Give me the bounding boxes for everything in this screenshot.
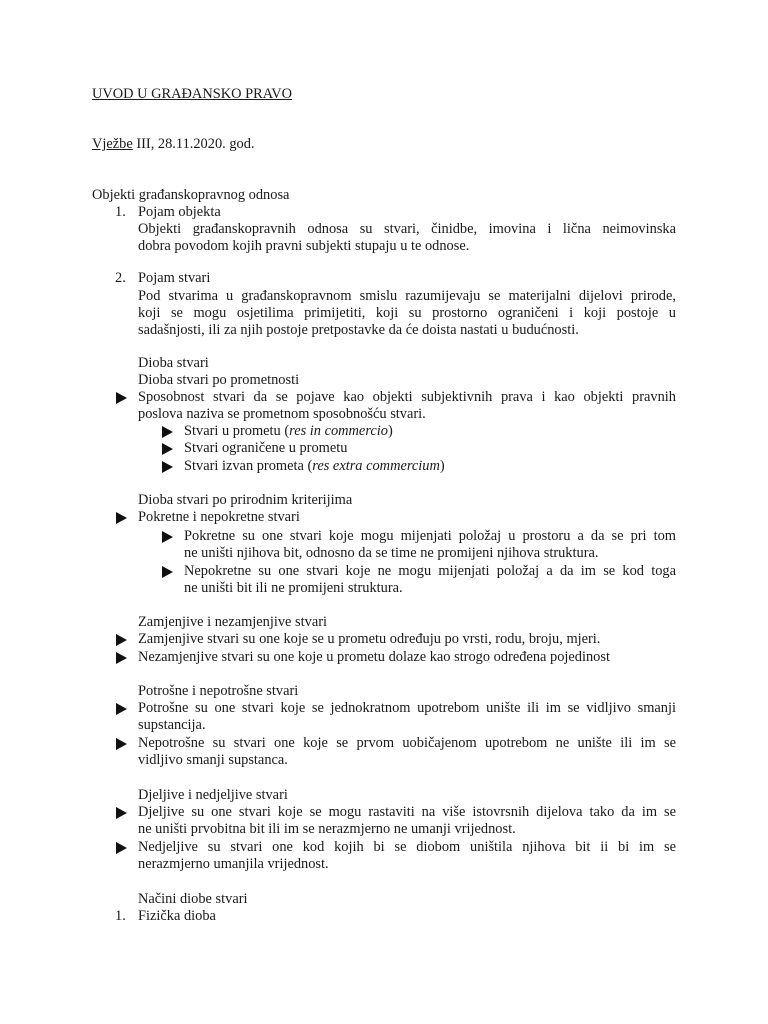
session-prefix: Vježbe xyxy=(92,136,133,152)
bullet-arrow-icon xyxy=(162,426,173,438)
list-number: 2. xyxy=(115,270,126,286)
paragraph-line: poslova naziva se prometnom sposobnošću stvari. xyxy=(138,406,426,422)
paragraph-line: Objekti građanskopravnih odnosa su stvari, činidbe, imovina i lična neimovinska xyxy=(138,221,676,237)
bullet-text: Pokretne i nepokretne stvari xyxy=(138,509,300,525)
bullet-arrow-icon xyxy=(116,738,127,750)
paragraph-line: ne uništi njihova bit, odnosno da se time ne promijeni njihova struktura. xyxy=(184,545,599,561)
paragraph-line: Nepotrošne su stvari one koje se prvom uobičajenom upotrebom ne unište ili im se xyxy=(138,735,676,751)
bullet-arrow-icon xyxy=(116,634,127,646)
item-title: Pojam objekta xyxy=(138,204,221,220)
paragraph-line: Djeljive su one stvari koje se mogu rastaviti na više istovrsnih dijelova tako da im se xyxy=(138,804,676,820)
bullet-arrow-icon xyxy=(162,566,173,578)
item-title: Pojam stvari xyxy=(138,270,211,286)
bullet-arrow-icon xyxy=(116,652,127,664)
paragraph-line: Sposobnost stvari da se pojave kao objekti subjektivnih prava i kao objekti pravnih xyxy=(138,389,676,405)
document-title: UVOD U GRAĐANSKO PRAVO xyxy=(92,86,293,102)
subheading: Dioba stvari po prirodnim kriterijima xyxy=(138,492,353,508)
session-rest: III, 28.11.2020. god. xyxy=(132,136,255,152)
subheading: Dioba stvari po prometnosti xyxy=(138,372,300,388)
paragraph-line: Potrošne su one stvari koje se jednokratnom upotrebom unište ili im se vidljivo smanji xyxy=(138,700,676,716)
bullet-arrow-icon xyxy=(116,392,127,404)
bullet-arrow-icon xyxy=(116,703,127,715)
subheading: Zamjenjive i nezamjenjive stvari xyxy=(138,614,328,630)
bullet-text: Nezamjenjive stvari su one koje u prometu dolaze kao strogo određena pojedinost xyxy=(138,649,610,665)
paragraph-line: Pod stvarima u građanskopravnom smislu razumijevaju se materijalni dijelovi prirode, xyxy=(138,288,676,304)
paragraph-line: dobra povodom kojih pravni subjekti stupaju u te odnose. xyxy=(138,238,470,254)
paragraph-line: koji se mogu osjetilima primijetiti, koji su prostorno ograničeni i koji postoje u xyxy=(138,305,676,321)
paragraph-line: supstancija. xyxy=(138,717,206,733)
sub-bullet-text: Stvari izvan prometa (res extra commercium) xyxy=(184,458,445,474)
paragraph-line: sadašnjosti, ili za njih postoje pretpostavke da će doista nastati u budućnosti. xyxy=(138,322,579,338)
subheading: Dioba stvari xyxy=(138,355,209,371)
subheading: Načini diobe stvari xyxy=(138,891,248,907)
sub-bullet-text: Stvari u prometu (res in commercio) xyxy=(184,423,393,439)
paragraph-line: ne uništi prvobitna bit ili im se nerazmjerno ne umanji vrijednost. xyxy=(138,821,516,837)
bullet-arrow-icon xyxy=(116,512,127,524)
paragraph-line: ne uništi bit ili ne promijeni struktura. xyxy=(184,580,403,596)
paragraph-line: Nepokretne su one stvari koje ne mogu mijenjati položaj a da im se kod toga xyxy=(184,563,676,579)
subheading: Potrošne i nepotrošne stvari xyxy=(138,683,299,699)
paragraph-line: Pokretne su one stvari koje mogu mijenjati položaj u prostoru a da se pri tom xyxy=(184,528,676,544)
item-title: Fizička dioba xyxy=(138,908,216,924)
bullet-arrow-icon xyxy=(162,443,173,455)
paragraph-line: vidljivo smanji supstanca. xyxy=(138,752,288,768)
section-heading: Objekti građanskopravnog odnosa xyxy=(92,187,290,203)
bullet-arrow-icon xyxy=(162,531,173,543)
paragraph-line: Nedjeljive su stvari one kod kojih bi se diobom uništila njihova bit ii bi im se xyxy=(138,839,676,855)
bullet-arrow-icon xyxy=(116,807,127,819)
list-number: 1. xyxy=(115,204,126,220)
bullet-arrow-icon xyxy=(116,842,127,854)
subheading: Djeljive i nedjeljive stvari xyxy=(138,787,288,803)
bullet-text: Zamjenjive stvari su one koje se u prometu određuju po vrsti, rodu, broju, mjeri. xyxy=(138,631,601,647)
bullet-arrow-icon xyxy=(162,461,173,473)
paragraph-line: nerazmjerno umanjila vrijednost. xyxy=(138,856,329,872)
sub-bullet-text: Stvari ograničene u prometu xyxy=(184,440,348,456)
session-line xyxy=(92,136,255,154)
list-number: 1. xyxy=(115,908,126,924)
